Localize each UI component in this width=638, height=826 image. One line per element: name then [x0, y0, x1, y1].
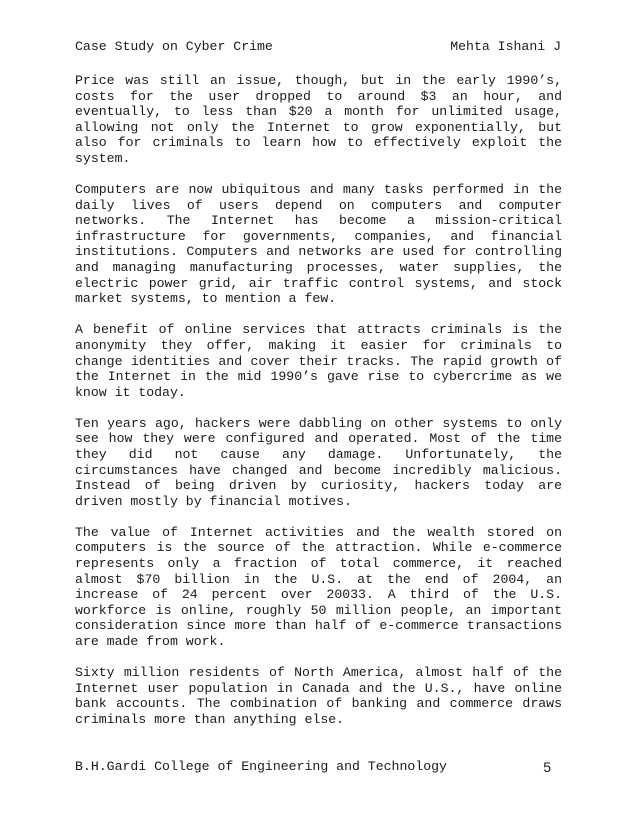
paragraph-1: Price was still an issue, though, but in the early 1990’s, costs for the user dropped to around $3 an hour, and eventually, to less than $20 a month for unlimited usage, allowing not only the Internet to grow exponentially, but also for criminals to learn how to effectively exploit the system. [75, 73, 562, 166]
paragraph-6: Sixty million residents of North America, almost half of the Internet user population in Canada and the U.S., have online bank accounts. The combination of banking and commerce draws criminals more than anything else. [75, 665, 562, 727]
document-title: Case Study on Cyber Crime [75, 39, 273, 54]
paragraph-3: A benefit of online services that attracts criminals is the anonymity they offer, making it easier for criminals to change identities and cover their tracks. The rapid growth of the Internet in the mid 1990’s gave rise to cybercrime as we know it today. [75, 322, 562, 400]
paragraph-4: Ten years ago, hackers were dabbling on other systems to only see how they were configured and operated. Most of the time they did not cause any damage. Unfortunately, the circumstances have changed and become incredibly malicious. Instead of being driven by curiosity, hackers today are driven mostly by financial motives. [75, 415, 562, 509]
page-number: 5 [543, 759, 551, 775]
page-footer [75, 757, 561, 777]
document-body [75, 73, 562, 743]
paragraph-2: Computers are now ubiquitous and many tasks performed in the daily lives of users depend on computers and computer networks. The Internet has become a mission-critical infrastructure for governments, companies, and financial institutions. Computers and networks are used for controlling and managing manufacturing processes, water supplies, the electric power grid, air traffic control systems, and stock market systems, to mention a few. [75, 182, 562, 307]
author-name: Mehta Ishani J [450, 39, 561, 54]
paragraph-5: The value of Internet activities and the wealth stored on computers is the source of the attraction. While e-commerce represents only a fraction of total commerce, it reached almost $70 billion in the U.S. at the end of 2004, an increase of 24 percent over 20033. A third of the U.S. workforce is online, roughly 50 million people, an important consideration since more than half of e-commerce transactions are made from work. [75, 524, 562, 649]
page-header [75, 37, 561, 57]
institution-name: B.H.Gardi College of Engineering and Technology [75, 759, 447, 774]
